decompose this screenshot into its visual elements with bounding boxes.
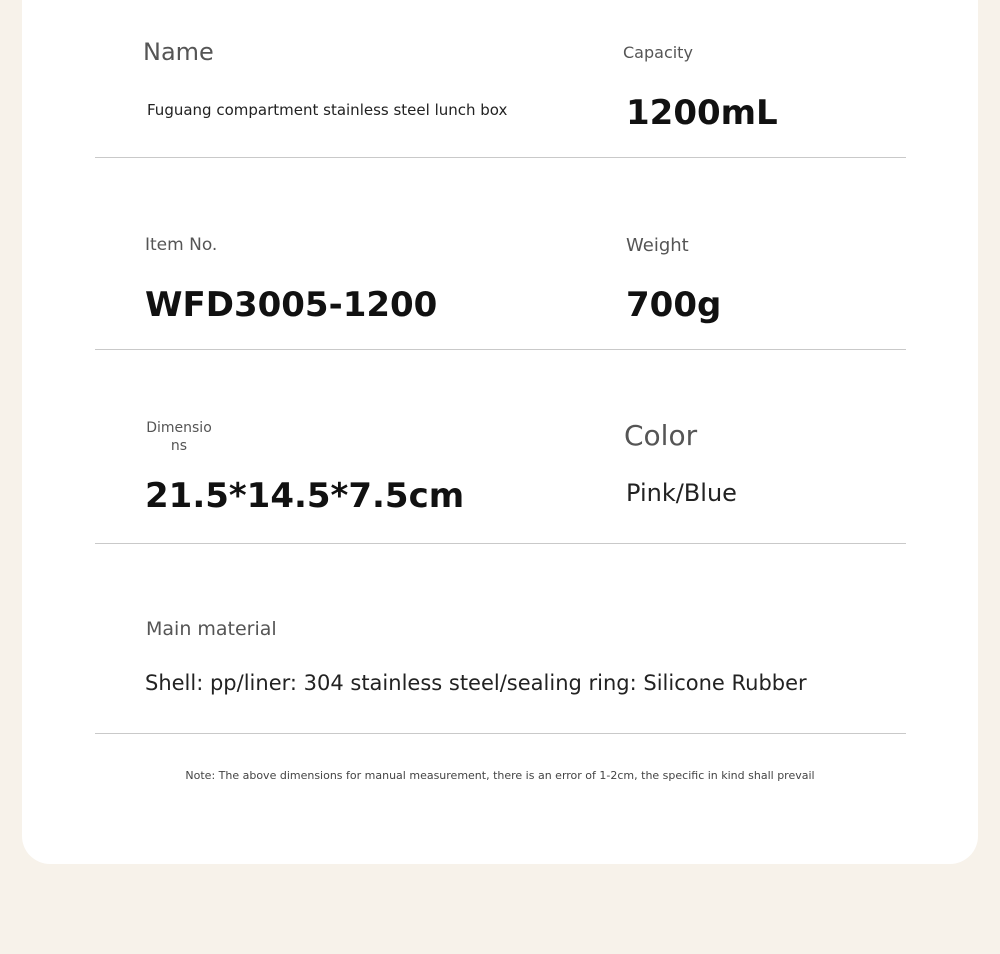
capacity-label: Capacity (623, 43, 693, 62)
dimensions-label: Dimensions (146, 420, 212, 454)
divider-row-4 (95, 733, 906, 734)
color-label: Color (624, 419, 698, 452)
divider-row-2 (95, 349, 906, 350)
divider-row-1 (95, 157, 906, 158)
dimensions-value: 21.5*14.5*7.5cm (145, 476, 465, 516)
main-material-value: Shell: pp/liner: 304 stainless steel/sealing ring: Silicone Rubber (145, 671, 807, 695)
measurement-note: Note: The above dimensions for manual measurement, there is an error of 1-2cm, the specific in kind shall prevail (185, 769, 815, 782)
item-no-label: Item No. (145, 235, 218, 255)
item-no-value: WFD3005-1200 (145, 285, 438, 325)
divider-row-3 (95, 543, 906, 544)
capacity-value: 1200mL (626, 93, 778, 133)
name-value: Fuguang compartment stainless steel lunch box (147, 101, 508, 119)
color-value: Pink/Blue (626, 479, 737, 507)
main-material-label: Main material (146, 618, 277, 640)
weight-value: 700g (626, 285, 722, 325)
weight-label: Weight (626, 235, 689, 256)
name-label: Name (143, 38, 214, 66)
